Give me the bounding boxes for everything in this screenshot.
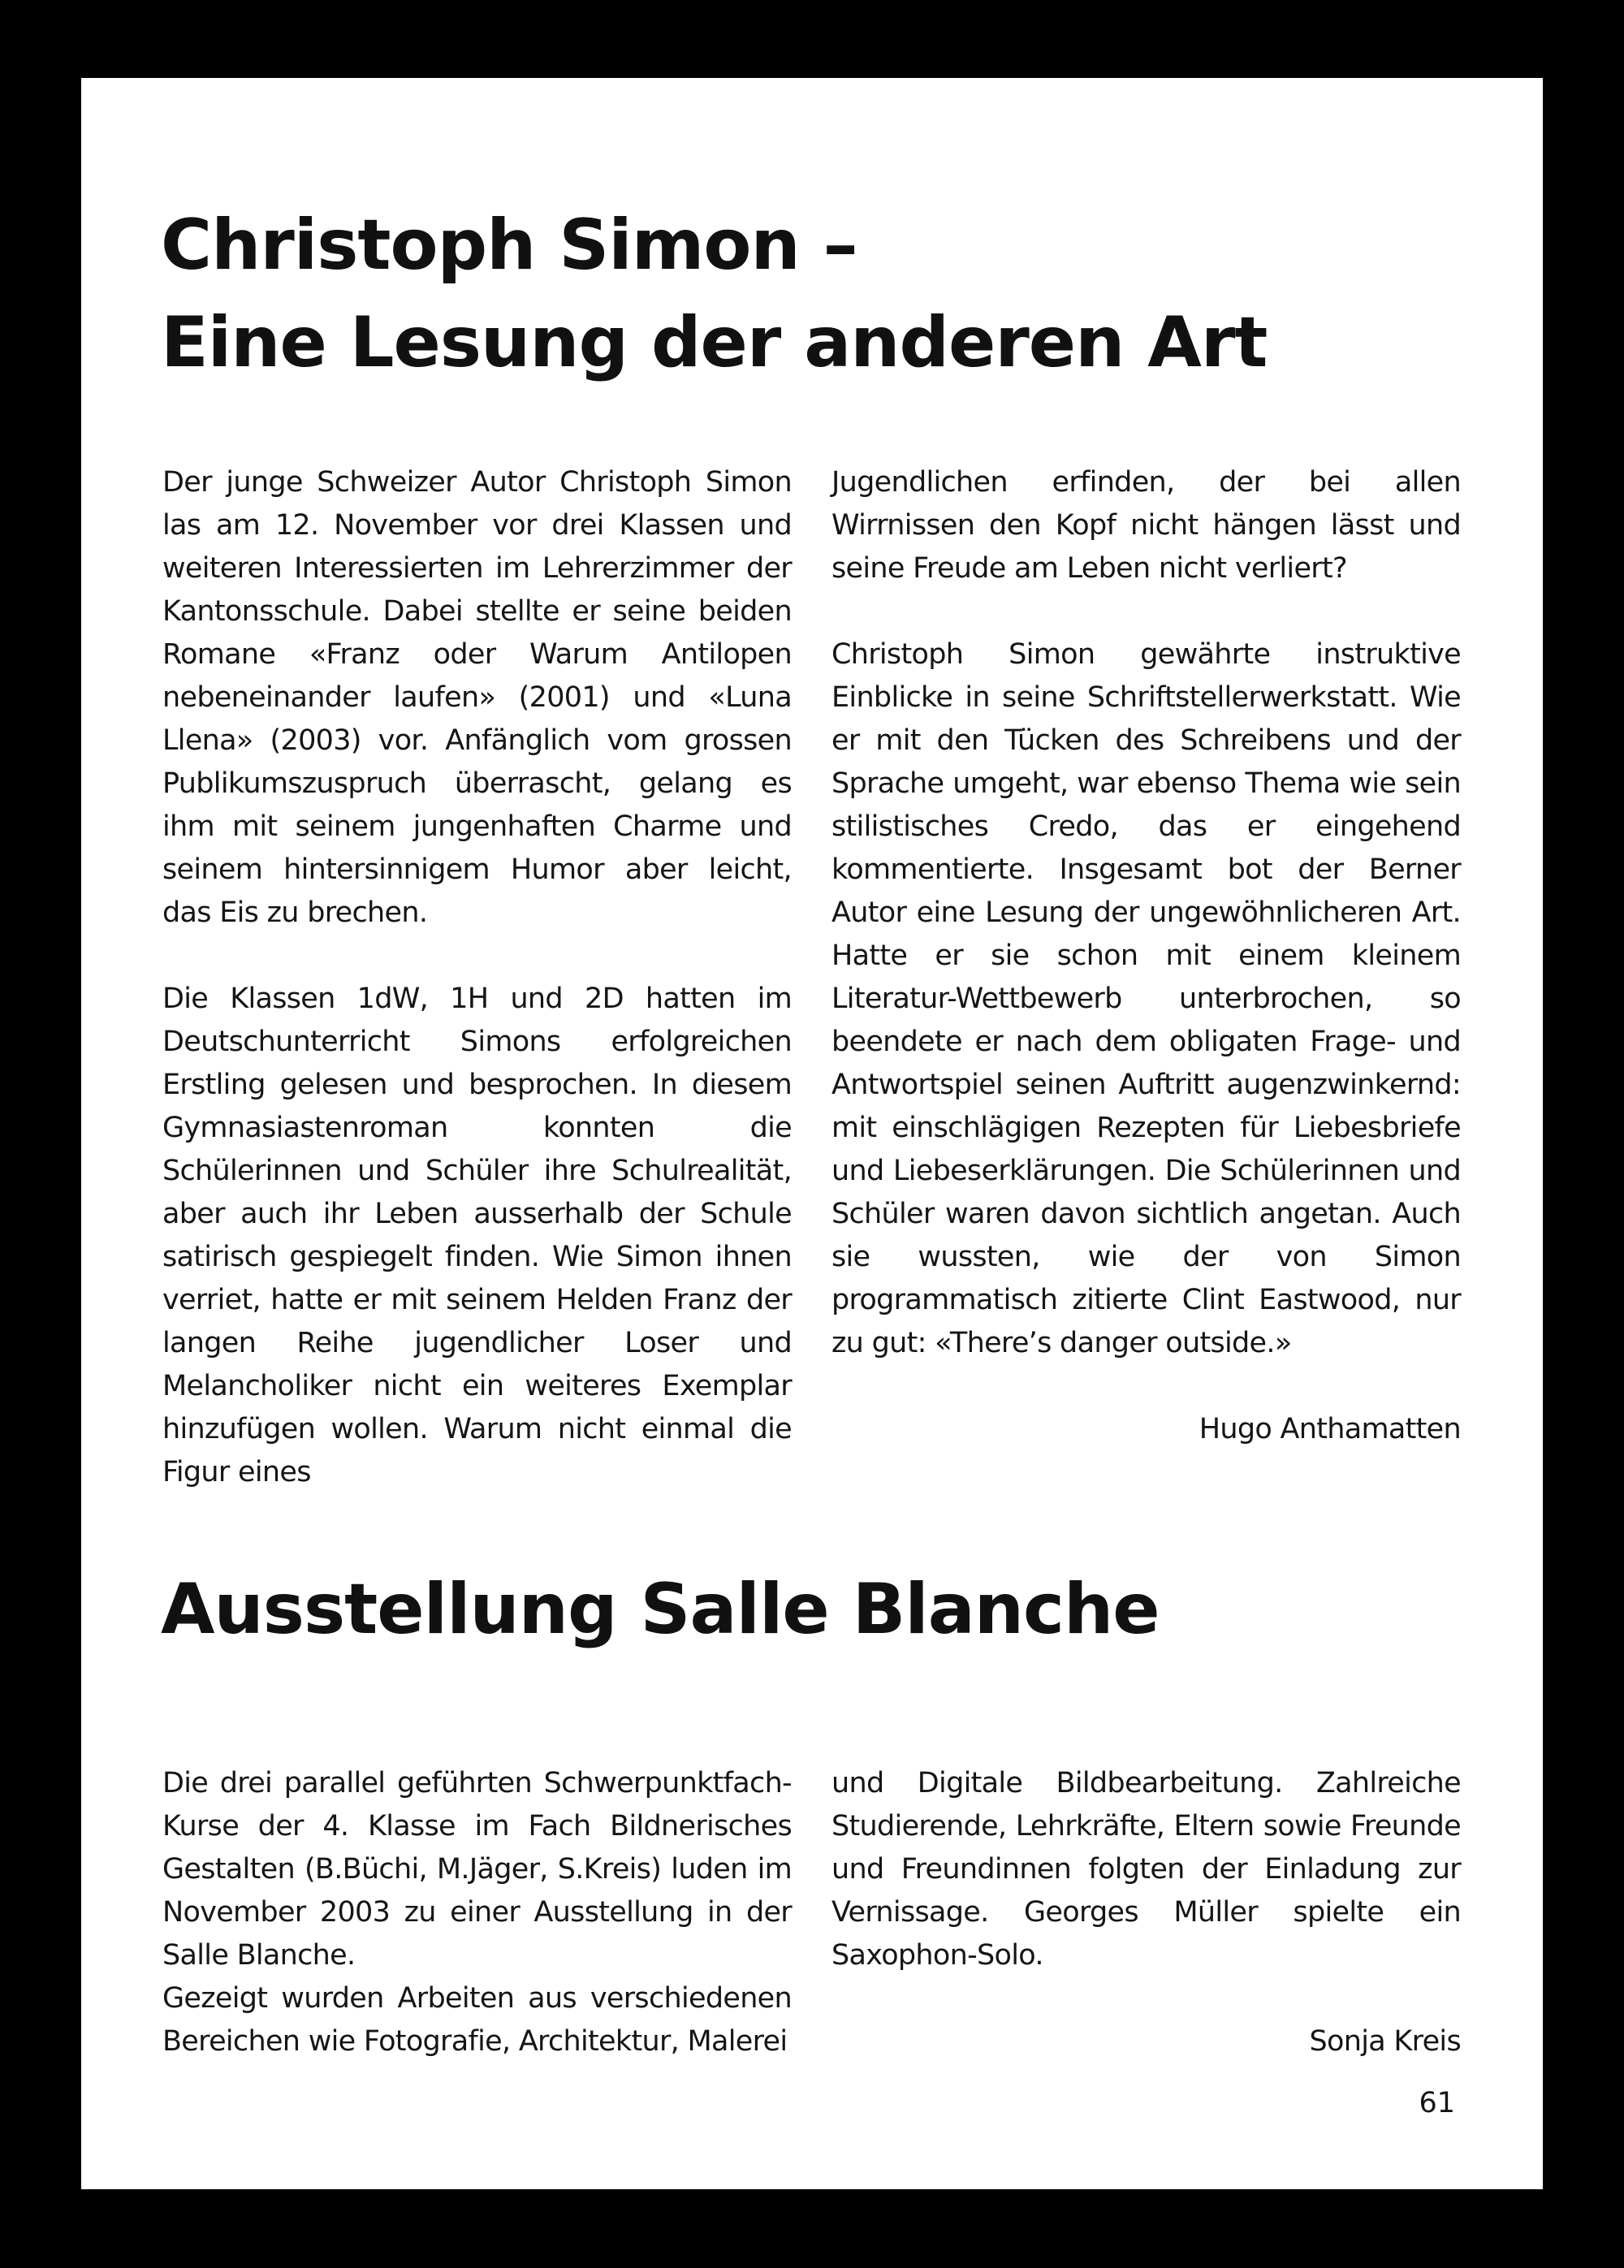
article-1-title: [161, 197, 1267, 391]
article-2-left-paragraph-2: Gezeigt wurden Arbeiten aus verschiedenen Bereichen wie Fotografie, Architektur, Malerei: [162, 1982, 792, 2058]
article-1-left-column: [162, 461, 792, 1494]
article-1-author: Hugo Anthamatten: [1199, 1413, 1461, 1445]
article-2-left-paragraph-1: Die drei parallel geführten Schwerpunktfach-Kurse der 4. Klasse im Fach Bildnerisches Gestalten (B.Büchi, M.Jäger, S.Kreis) luden im November 2003 zu einer Ausstellung in der Salle Blanche.: [162, 1767, 792, 1972]
page-number: 61: [1419, 2087, 1455, 2119]
article-1-right-paragraph-1: Jugendlichen erfinden, der bei allen Wirrnissen den Kopf nicht hängen lässt und seine Freude am Leben nicht verliert?: [831, 466, 1461, 585]
article-1-right-column: [831, 461, 1461, 1451]
article-1-left-paragraph-2: Die Klassen 1dW, 1H und 2D hatten im Deutschunterricht Simons erfolgreichen Erstling gelesen und besprochen. In diesem Gymnasiastenroman konnten die Schülerinnen und Schüler ihre Schulrealität, aber auch ihr Leben ausserhalb der Schule satirisch gespiegelt finden. Wie Simon ihnen verriet, hatte er mit seinem Helden Franz der langen Reihe jugendlicher Loser und Melancholiker nicht ein weiteres Exemplar hinzufügen wollen. Warum nicht einmal die Figur eines: [162, 983, 792, 1488]
article-1-title-line-2: Eine Lesung der anderen Art: [161, 302, 1268, 383]
article-2-left-column: [162, 1762, 792, 2063]
article-1-left-paragraph-1: Der junge Schweizer Autor Christoph Simon las am 12. November vor drei Klassen und weiteren Interessierten im Lehrerzimmer der Kantonsschule. Dabei stellte er seine beiden Romane «Franz oder Warum Antilopen nebeneinander laufen» (2001) und «Luna Llena» (2003) vor. Anfänglich vom grossen Publikumszuspruch überrascht, gelang es ihm mit seinem jungenhaften Charme und seinem hintersinnigem Humor aber leicht, das Eis zu brechen.: [162, 466, 792, 929]
article-1-right-paragraph-2: Christoph Simon gewährte instruktive Einblicke in seine Schriftstellerwerkstatt. Wie er mit den Tücken des Schreibens und der Sprache umgeht, war ebenso Thema wie sein stilistisches Credo, das er eingehend kommentierte. Insgesamt bot der Berner Autor eine Lesung der ungewöhnlicheren Art. Hatte er sie schon mit einem kleinem Literatur-Wettbewerb unterbrochen, so beendete er nach dem obligaten Frage- und Antwortspiel seinen Auftritt augenzwinkernd: mit einschlägigen Rezepten für Liebesbriefe und Liebeserklärungen. Die Schülerinnen und Schüler waren davon sichtlich angetan. Auch sie wussten, wie der von Simon programmatisch zitierte Clint Eastwood, nur zu gut: «There’s danger outside.»: [831, 638, 1461, 1359]
article-2-right-column: [831, 1762, 1461, 2063]
article-2-right-paragraph-1: und Digitale Bildbearbeitung. Zahlreiche Studierende, Lehrkräfte, Eltern sowie Freunde und Freundinnen folgten der Einladung zur Vernissage. Georges Müller spielte ein Saxophon-Solo.: [831, 1767, 1461, 1972]
document-page: [81, 78, 1543, 2189]
article-2-author: Sonja Kreis: [1309, 2025, 1461, 2058]
article-1-title-line-1: Christoph Simon –: [161, 205, 857, 286]
article-2-title: Ausstellung Salle Blanche: [161, 1569, 1160, 1650]
